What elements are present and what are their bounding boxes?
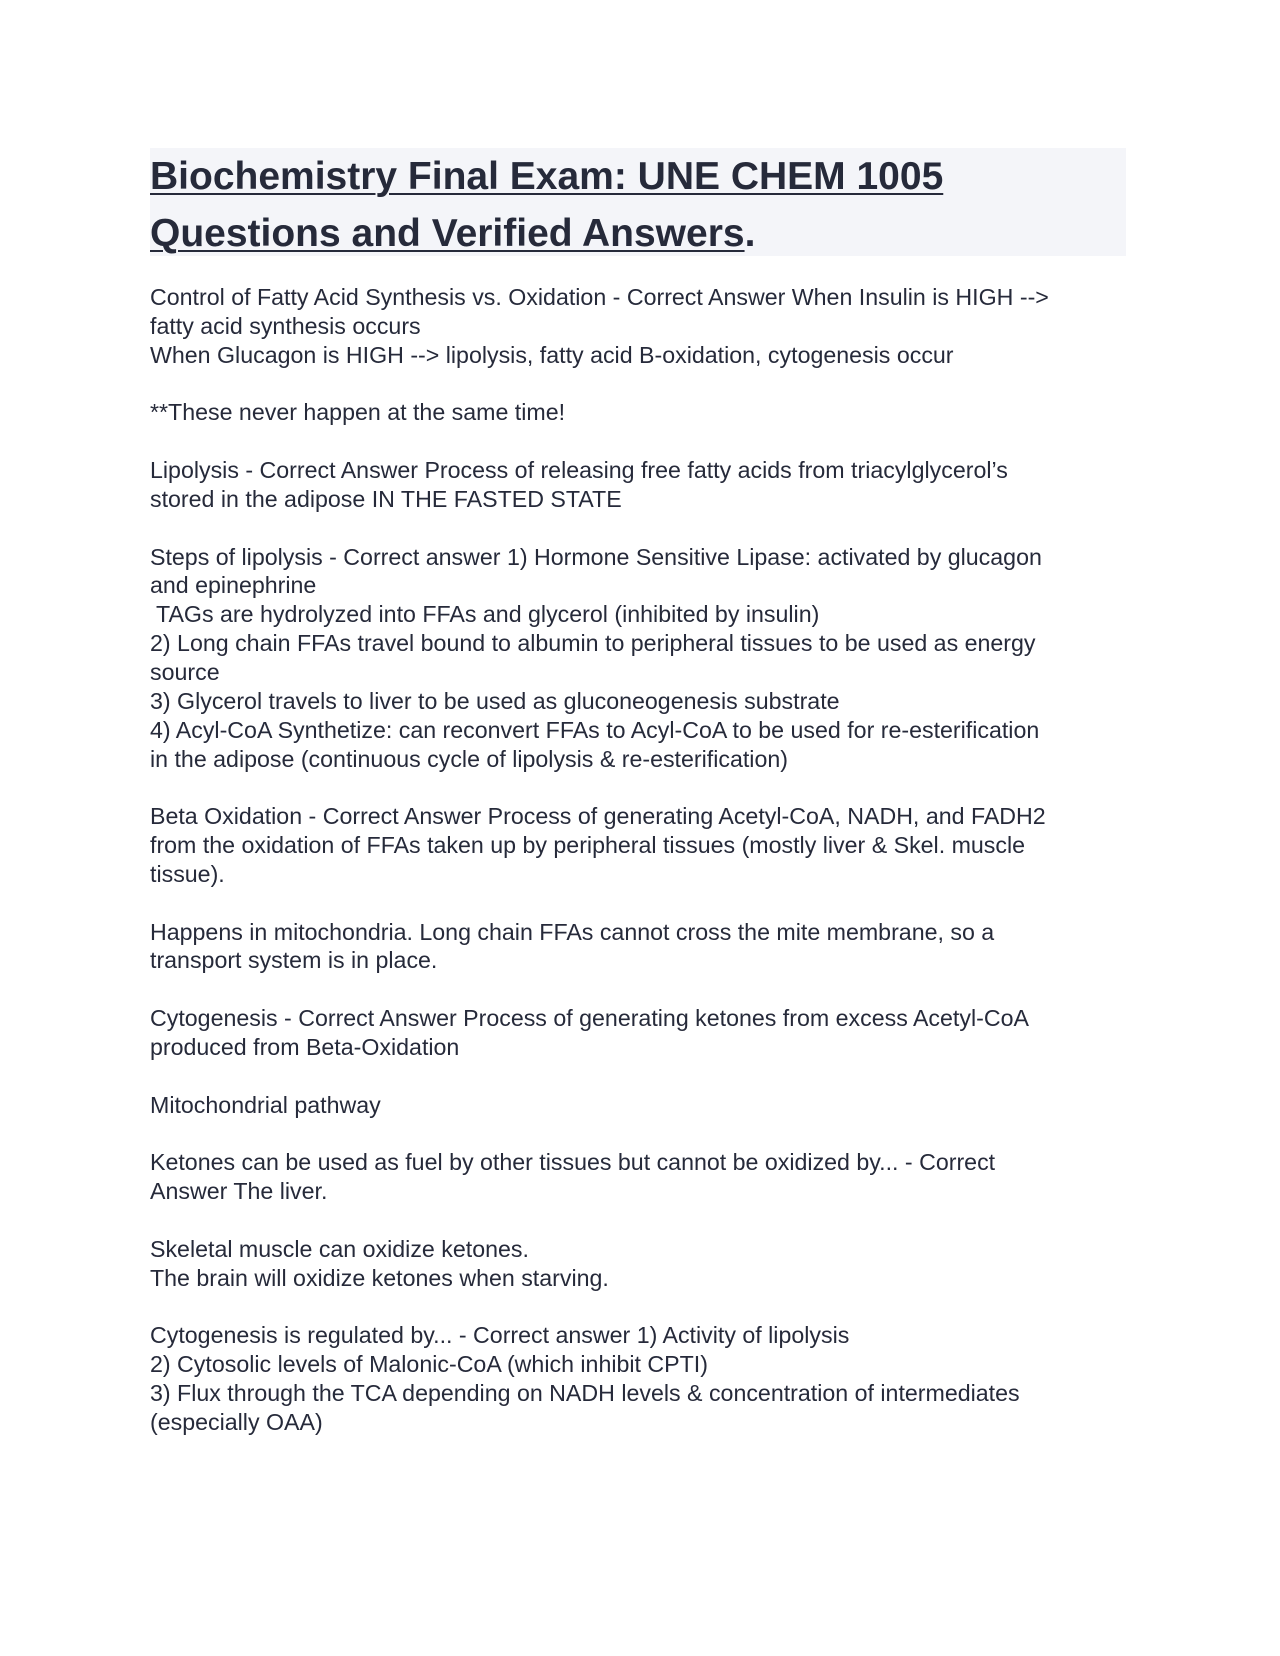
text-line: 3) Glycerol travels to liver to be used as gluconeogenesis substrate — [150, 687, 840, 714]
text-line: and epinephrine — [150, 572, 317, 599]
text-line: Happens in mitochondria. Long chain FFAs cannot cross the mite membrane, so a — [150, 918, 995, 945]
blank-line — [150, 370, 1140, 399]
text-line: 2) Long chain FFAs travel bound to albumin to peripheral tissues to be used as energy — [150, 630, 1036, 657]
blank-line — [150, 1062, 1140, 1091]
text-line: **These never happen at the same time! — [150, 399, 566, 426]
document-body — [150, 283, 1140, 1437]
text-line: Control of Fatty Acid Synthesis vs. Oxidation - Correct Answer When Insulin is HIGH --> — [150, 284, 1049, 310]
text-line: 4) Acyl-CoA Synthetize: can reconvert FFAs to Acyl-CoA to be used for re-esterification — [150, 716, 1040, 743]
text-line: source — [150, 658, 220, 685]
text-line: Lipolysis - Correct Answer Process of releasing free fatty acids from triacylglycerol’s — [150, 457, 1008, 484]
text-line: TAGs are hydrolyzed into FFAs and glycerol (inhibited by insulin) — [150, 601, 820, 628]
text-line: Cytogenesis is regulated by... - Correct answer 1) Activity of lipolysis — [150, 1322, 850, 1349]
blank-line — [150, 773, 1140, 802]
text-line: (especially OAA) — [150, 1408, 323, 1435]
text-line: Ketones can be used as fuel by other tissues but cannot be oxidized by... - Correct — [150, 1149, 996, 1176]
text-line: Answer The liver. — [150, 1178, 328, 1205]
title-block — [150, 148, 1126, 256]
text-line: in the adipose (continuous cycle of lipolysis & re-esterification) — [150, 745, 788, 772]
text-line: Beta Oxidation - Correct Answer Process of generating Acetyl-CoA, NADH, and FADH2 — [150, 803, 1046, 830]
text-line: 3) Flux through the TCA depending on NADH levels & concentration of intermediates — [150, 1380, 1020, 1407]
title-line-1: Biochemistry Final Exam: UNE CHEM 1005 — [150, 155, 944, 198]
text-line: The brain will oxidize ketones when starving. — [150, 1264, 609, 1291]
blank-line — [150, 889, 1140, 918]
title-line-2: Questions and Verified Answers — [150, 212, 745, 255]
title-period: . — [744, 212, 756, 255]
text-line: Mitochondrial pathway — [150, 1091, 381, 1118]
text-line: transport system is in place. — [150, 947, 438, 974]
text-line: When Glucagon is HIGH --> lipolysis, fatty acid B-oxidation, cytogenesis occur — [150, 341, 954, 368]
text-line: produced from Beta-Oxidation — [150, 1033, 460, 1060]
page-title — [150, 148, 1126, 262]
text-line: fatty acid synthesis occurs — [150, 312, 421, 339]
text-line: Skeletal muscle can oxidize ketones. — [150, 1235, 529, 1262]
blank-line — [150, 1206, 1140, 1235]
blank-line — [150, 1119, 1140, 1148]
text-line: Cytogenesis - Correct Answer Process of generating ketones from excess Acetyl-CoA — [150, 1005, 1029, 1032]
blank-line — [150, 427, 1140, 456]
text-line: tissue). — [150, 860, 225, 887]
blank-line — [150, 1293, 1140, 1322]
blank-line — [150, 975, 1140, 1004]
text-line: stored in the adipose IN THE FASTED STATE — [150, 485, 622, 512]
text-line: 2) Cytosolic levels of Malonic-CoA (which inhibit CPTI) — [150, 1351, 708, 1378]
blank-line — [150, 514, 1140, 543]
text-line: Steps of lipolysis - Correct answer 1) Hormone Sensitive Lipase: activated by glucagon — [150, 543, 1042, 570]
text-line: from the oxidation of FFAs taken up by peripheral tissues (mostly liver & Skel. muscle — [150, 832, 1026, 859]
